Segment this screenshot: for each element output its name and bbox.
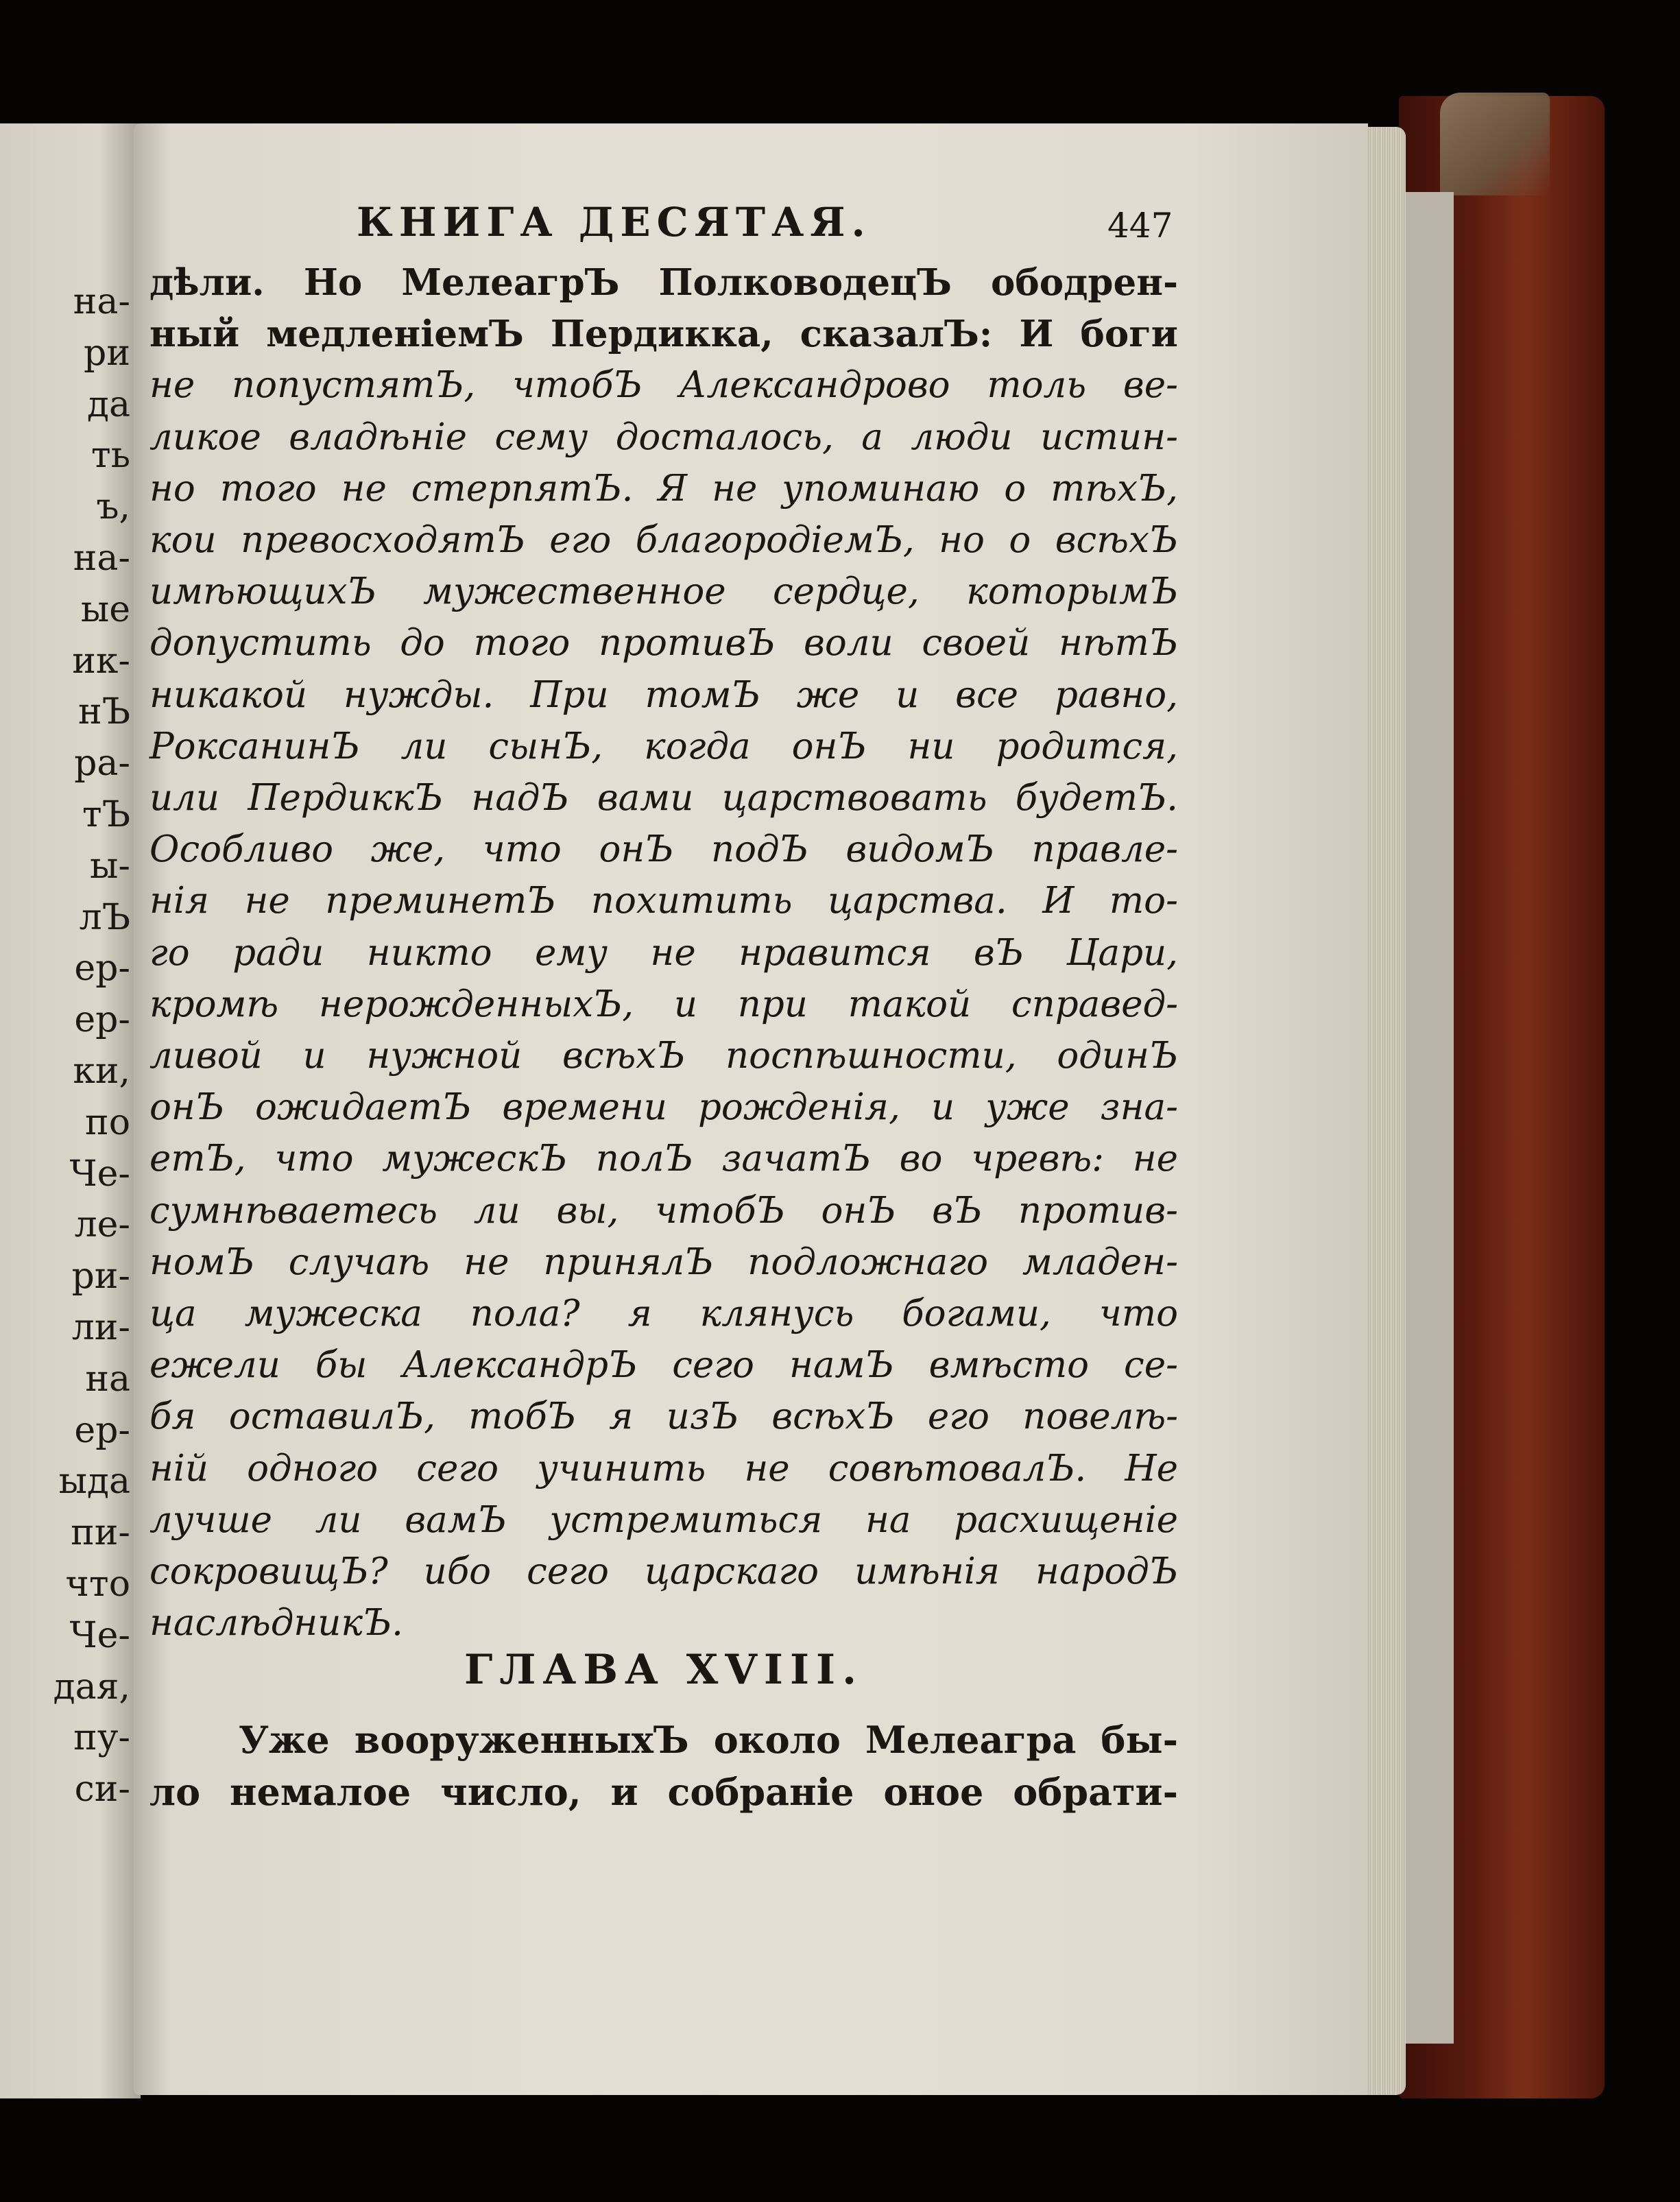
page-header [357, 199, 1179, 254]
text-line: сокровищЪ? ибо сего царскаго имѣнія народЪ [149, 1551, 1178, 1592]
left-page-fragment: ер- [74, 1409, 130, 1451]
text-line: лучше ли вамЪ устремиться на расхищеніе [149, 1498, 1178, 1541]
left-page-fragment: ки, [73, 1051, 130, 1092]
left-page-fragment: ы- [90, 845, 130, 887]
left-page-fragment: ле- [74, 1204, 130, 1246]
left-page-fragment: Че- [69, 1614, 130, 1656]
chapter-heading: ГЛАВА XVIII. [464, 1646, 863, 1694]
page-number: 447 [1107, 206, 1173, 246]
text-line: имѣющихЪ мужественное сердце, которымЪ [149, 571, 1178, 613]
left-page-fragment: дая, [53, 1666, 130, 1708]
left-page-fragment: си- [74, 1769, 130, 1810]
text-line: го ради никто ему не нравится вЪ Цари, [149, 931, 1178, 974]
text-line: кои превосходятЪ его благородіемЪ, но о всѣхЪ [149, 519, 1178, 561]
chapter-text-line: ло немалое число, и собраніе оное обрати- [149, 1770, 1178, 1814]
left-page-fragment: что [65, 1564, 130, 1605]
running-head: КНИГА ДЕСЯТАЯ. [357, 199, 872, 246]
left-page-fragment: ри- [71, 1256, 130, 1297]
text-line: нія не преминетЪ похитить царства. И то- [149, 880, 1178, 922]
text-line: етЪ, что мужескЪ полЪ зачатЪ во чревѣ: не [149, 1138, 1178, 1180]
left-page-fragment: тЪ [82, 794, 130, 835]
left-page-fragment: ер- [74, 948, 130, 990]
text-line: ликое владѣніе сему досталось, а люди истин- [149, 416, 1178, 458]
text-line: кромѣ нерожденныхЪ, и при такой справед- [149, 983, 1178, 1025]
left-page-fragment: пи- [71, 1512, 130, 1554]
left-page-fragment: на [85, 1358, 130, 1400]
left-page-fragment: на- [73, 538, 130, 579]
text-line: РоксанинЪ ли сынЪ, когда онЪ ни родится, [149, 725, 1178, 767]
text-line: сумнѣваетесь ли вы, чтобЪ онЪ вЪ против- [149, 1189, 1178, 1232]
text-line: бя оставилЪ, тобЪ я изЪ всѣхЪ его повелѣ- [149, 1396, 1178, 1438]
left-page-fragment: ть [91, 435, 130, 477]
text-line: ній одного сего учинить не совѣтовалЪ. Не [149, 1447, 1178, 1489]
text-line: номЪ случаѣ не принялЪ подложнаго младен- [149, 1241, 1178, 1283]
left-page-fragment: ри [84, 332, 130, 374]
left-page-fragment: да [86, 383, 130, 425]
left-page-fragment: ер- [74, 999, 130, 1041]
text-line: ца мужеска пола? я клянусь богами, что [149, 1293, 1178, 1335]
left-page-fragment: нЪ [78, 691, 130, 733]
left-page-fragment: ые [80, 588, 130, 630]
left-page [0, 123, 141, 2098]
left-page-fragment: по [85, 1101, 130, 1143]
left-page-fragment: ъ, [96, 486, 130, 528]
left-page-fragment: пу- [73, 1717, 130, 1759]
left-page-fragment: ли- [71, 1307, 130, 1348]
text-line: ливой и нужной всѣхЪ поспѣшности, одинЪ [149, 1035, 1178, 1077]
left-page-fragment: ик- [72, 640, 130, 682]
text-line: но того не стерпятЪ. Я не упоминаю о тѣхЪ, [149, 467, 1178, 510]
text-line: допустить до того противЪ воли своей нѣтЪ [149, 622, 1178, 665]
text-line: никакой нужды. При томЪ же и все равно, [149, 673, 1178, 716]
cover-corner-wear [1440, 93, 1550, 195]
text-line: ежели бы АлександрЪ сего намЪ вмѣсто се- [149, 1344, 1178, 1387]
text-line: ный медленіемЪ Пердикка, сказалЪ: И боги [149, 313, 1178, 356]
text-line: или ПердиккЪ надЪ вами царствовать будетЪ. [149, 777, 1178, 819]
text-line: наслѣдникЪ. [149, 1602, 403, 1644]
left-page-fragment: ыда [58, 1461, 130, 1503]
text-line: дѣли. Но МелеагрЪ ПолководецЪ ободрен- [149, 261, 1178, 304]
left-page-fragment: Че- [69, 1153, 130, 1195]
left-page-fragment: ра- [74, 743, 130, 785]
left-page-fragment: на- [73, 281, 130, 322]
chapter-text-line: Уже вооруженныхЪ около Мелеагра бы- [239, 1718, 1178, 1762]
text-line: Особливо же, что онЪ подЪ видомЪ правле- [149, 828, 1178, 871]
text-line: онЪ ожидаетЪ времени рожденія, и уже зна- [149, 1086, 1178, 1129]
left-page-fragment: лЪ [79, 896, 130, 938]
text-line: не попустятЪ, чтобЪ Александрово толь ве- [149, 364, 1178, 407]
